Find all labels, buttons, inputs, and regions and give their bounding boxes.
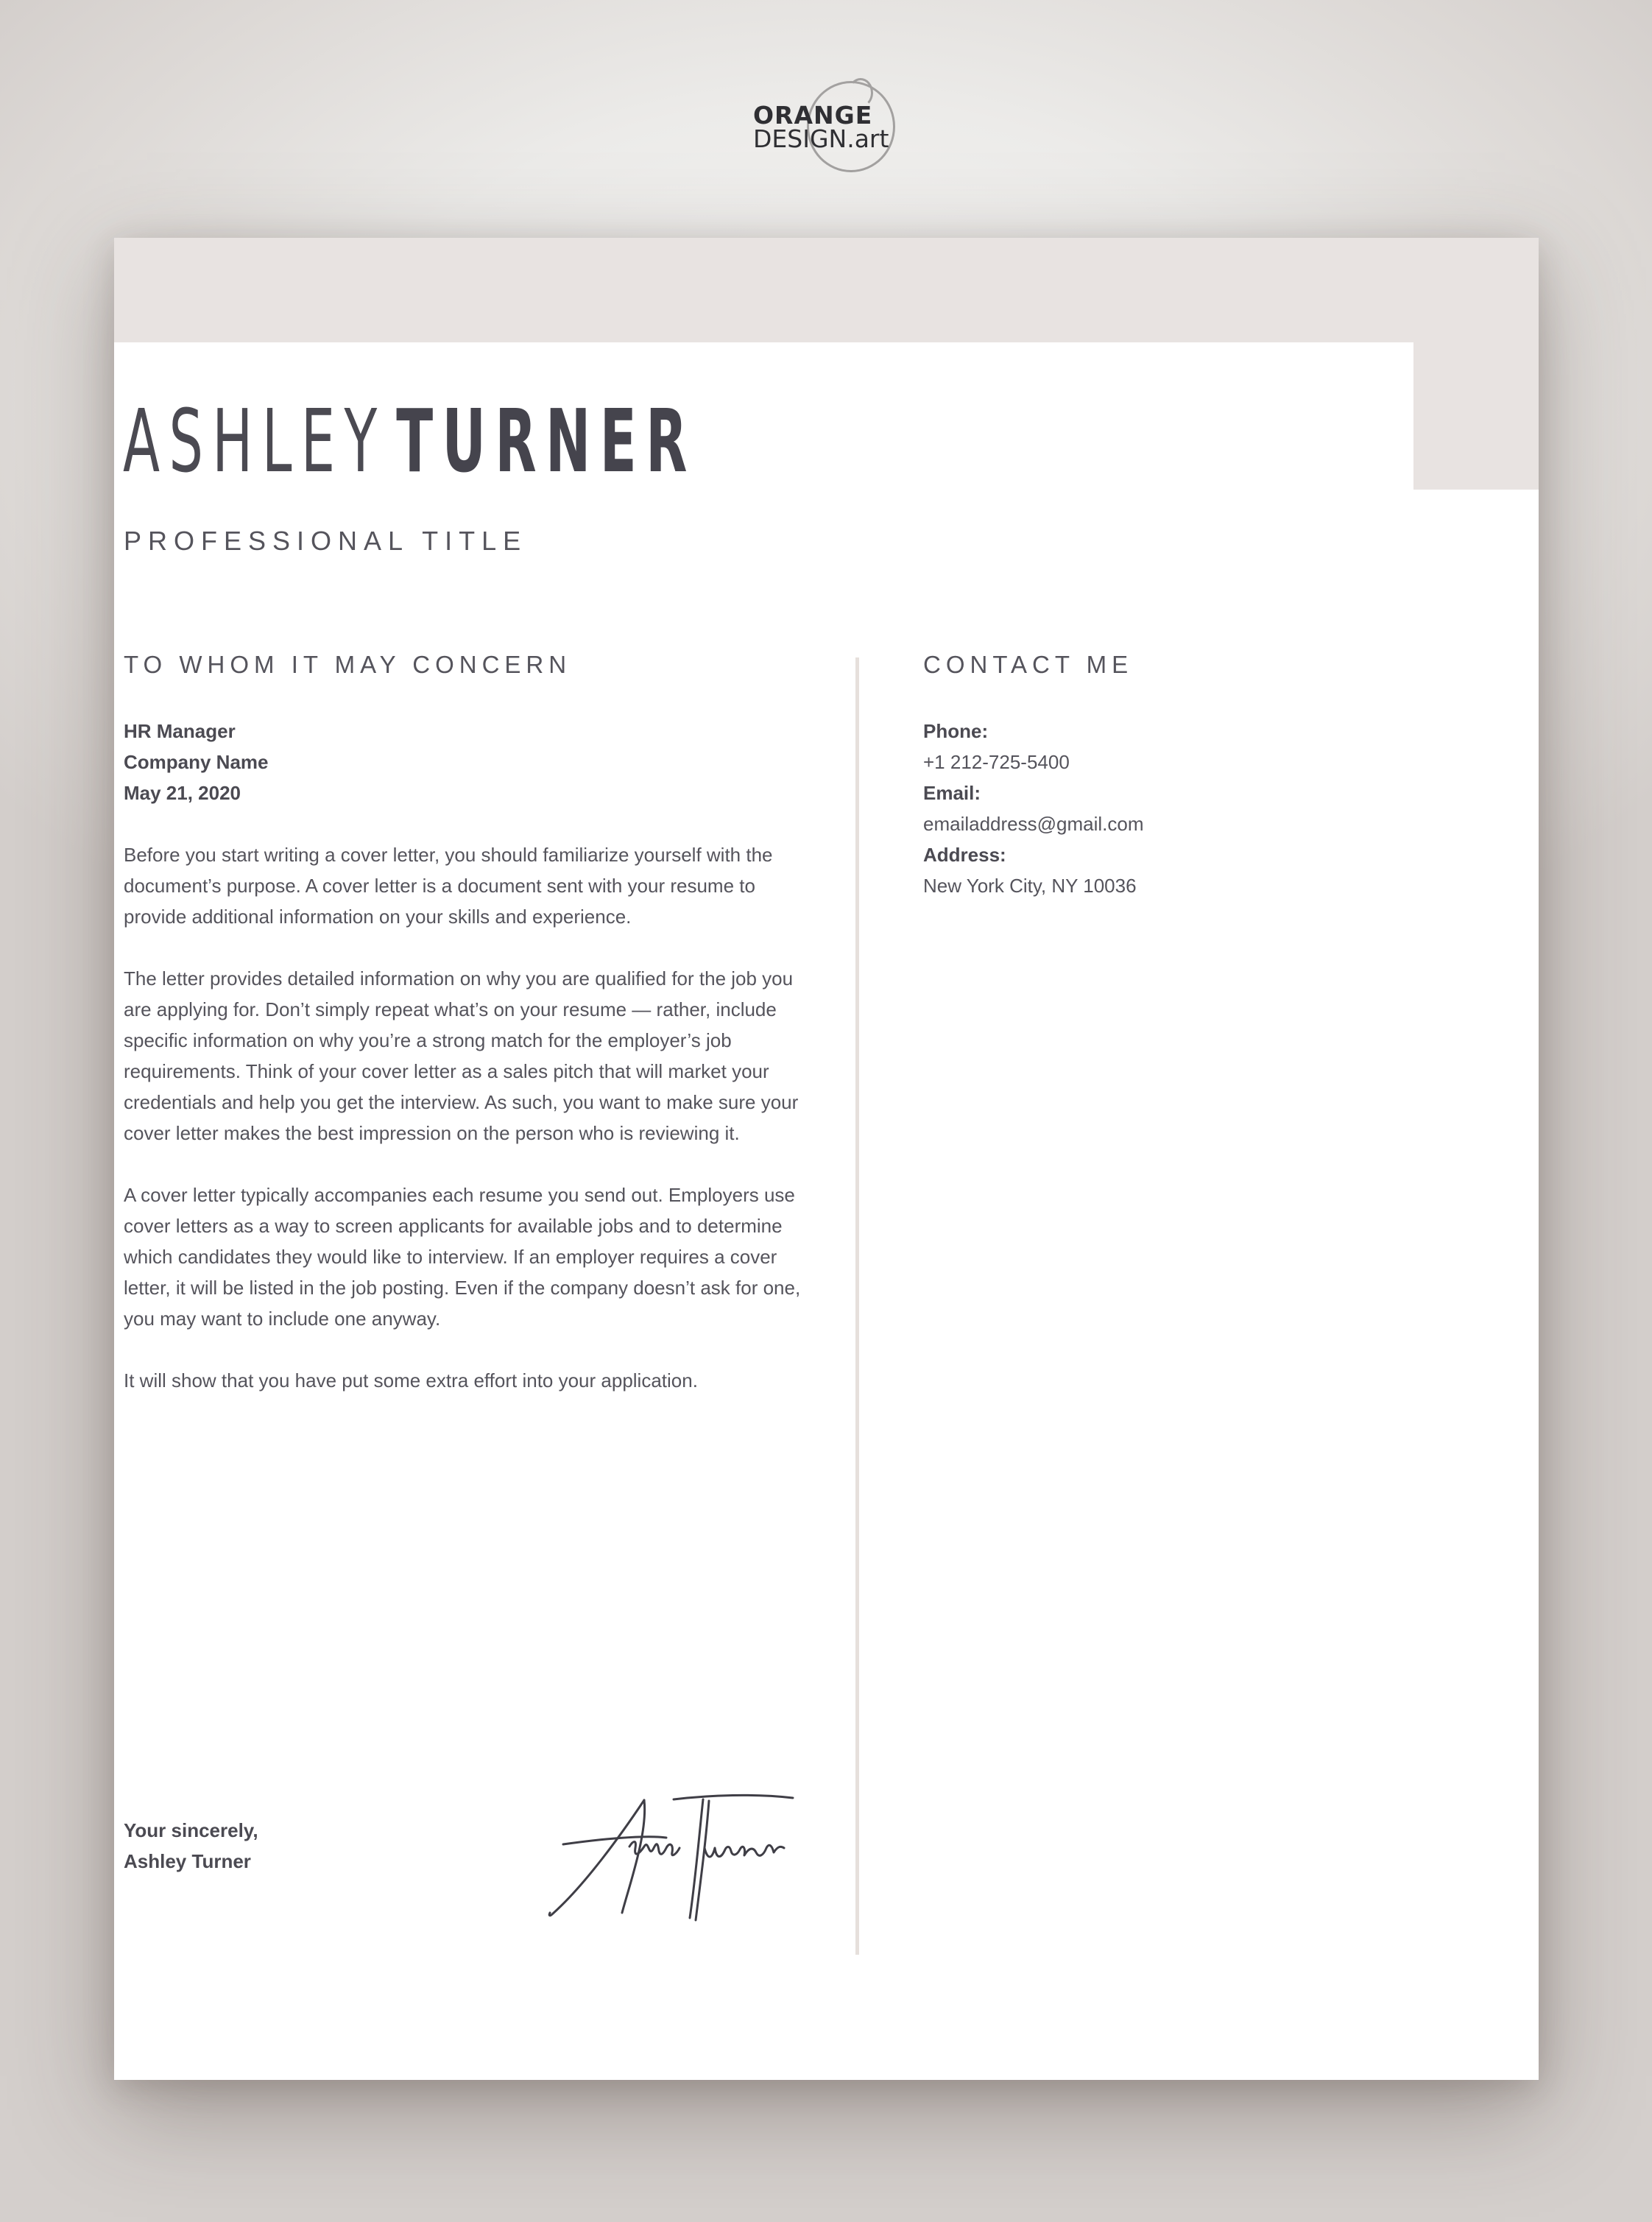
- phone-value: +1 212-725-5400: [923, 751, 1070, 773]
- letter-body: [124, 839, 805, 1427]
- handwritten-signature: [519, 1789, 799, 1929]
- recipient-block: [124, 716, 269, 808]
- body-paragraph: The letter provides detailed information on why you are qualified for the job you are applying for. Don’t simply repeat what’s on your resume — rather, include specific information on why you’re a strong match for the employer’s job requirements. Think of your cover letter as a sales pitch that will market your credentials and help you get the interview. As such, you want to make sure your cover letter makes the best impression on the person who is reviewing it.: [124, 967, 799, 1144]
- last-name: TURNER: [396, 390, 696, 492]
- closing-salutation: Your sincerely,: [124, 1819, 258, 1841]
- email-label: Email:: [923, 782, 981, 804]
- corner-accent-block: [1413, 342, 1539, 490]
- logo-text-design: DESIGN.art: [753, 124, 889, 153]
- address-value: New York City, NY 10036: [923, 875, 1137, 897]
- first-name: ASHLEY: [123, 390, 386, 492]
- recipient-role: HR Manager: [124, 720, 236, 742]
- body-paragraph: It will show that you have put some extra effort into your application.: [124, 1369, 698, 1392]
- brand-logo: [751, 77, 913, 180]
- address-label: Address:: [923, 844, 1006, 866]
- recipient-company: Company Name: [124, 751, 269, 773]
- body-paragraph: Before you start writing a cover letter, you should familiarize yourself with the document’s purpose. A cover letter is a document sent with your resume to provide additional information on your skills and experience.: [124, 844, 773, 928]
- applicant-name: [123, 390, 696, 492]
- professional-title: PROFESSIONAL TITLE: [124, 526, 528, 556]
- body-paragraph: A cover letter typically accompanies each resume you send out. Employers use cover letters as a way to screen applicants for available jobs and to determine which candidates they would like to interview. If an employer requires a cover letter, it will be listed in the job posting. Even if the company doesn’t ask for one, you may want to include one anyway.: [124, 1184, 801, 1330]
- contact-heading: CONTACT ME: [923, 651, 1134, 678]
- closing-name: Ashley Turner: [124, 1850, 251, 1872]
- letter-date: May 21, 2020: [124, 782, 241, 804]
- letter-heading: TO WHOM IT MAY CONCERN: [124, 651, 572, 678]
- email-value: emailaddress@gmail.com: [923, 813, 1144, 835]
- header-accent-band: [114, 238, 1539, 342]
- logo-text-orange: ORANGE: [753, 101, 873, 130]
- column-divider: [855, 657, 859, 1955]
- contact-block: [923, 716, 1335, 901]
- phone-label: Phone:: [923, 720, 989, 742]
- closing-block: [124, 1815, 258, 1877]
